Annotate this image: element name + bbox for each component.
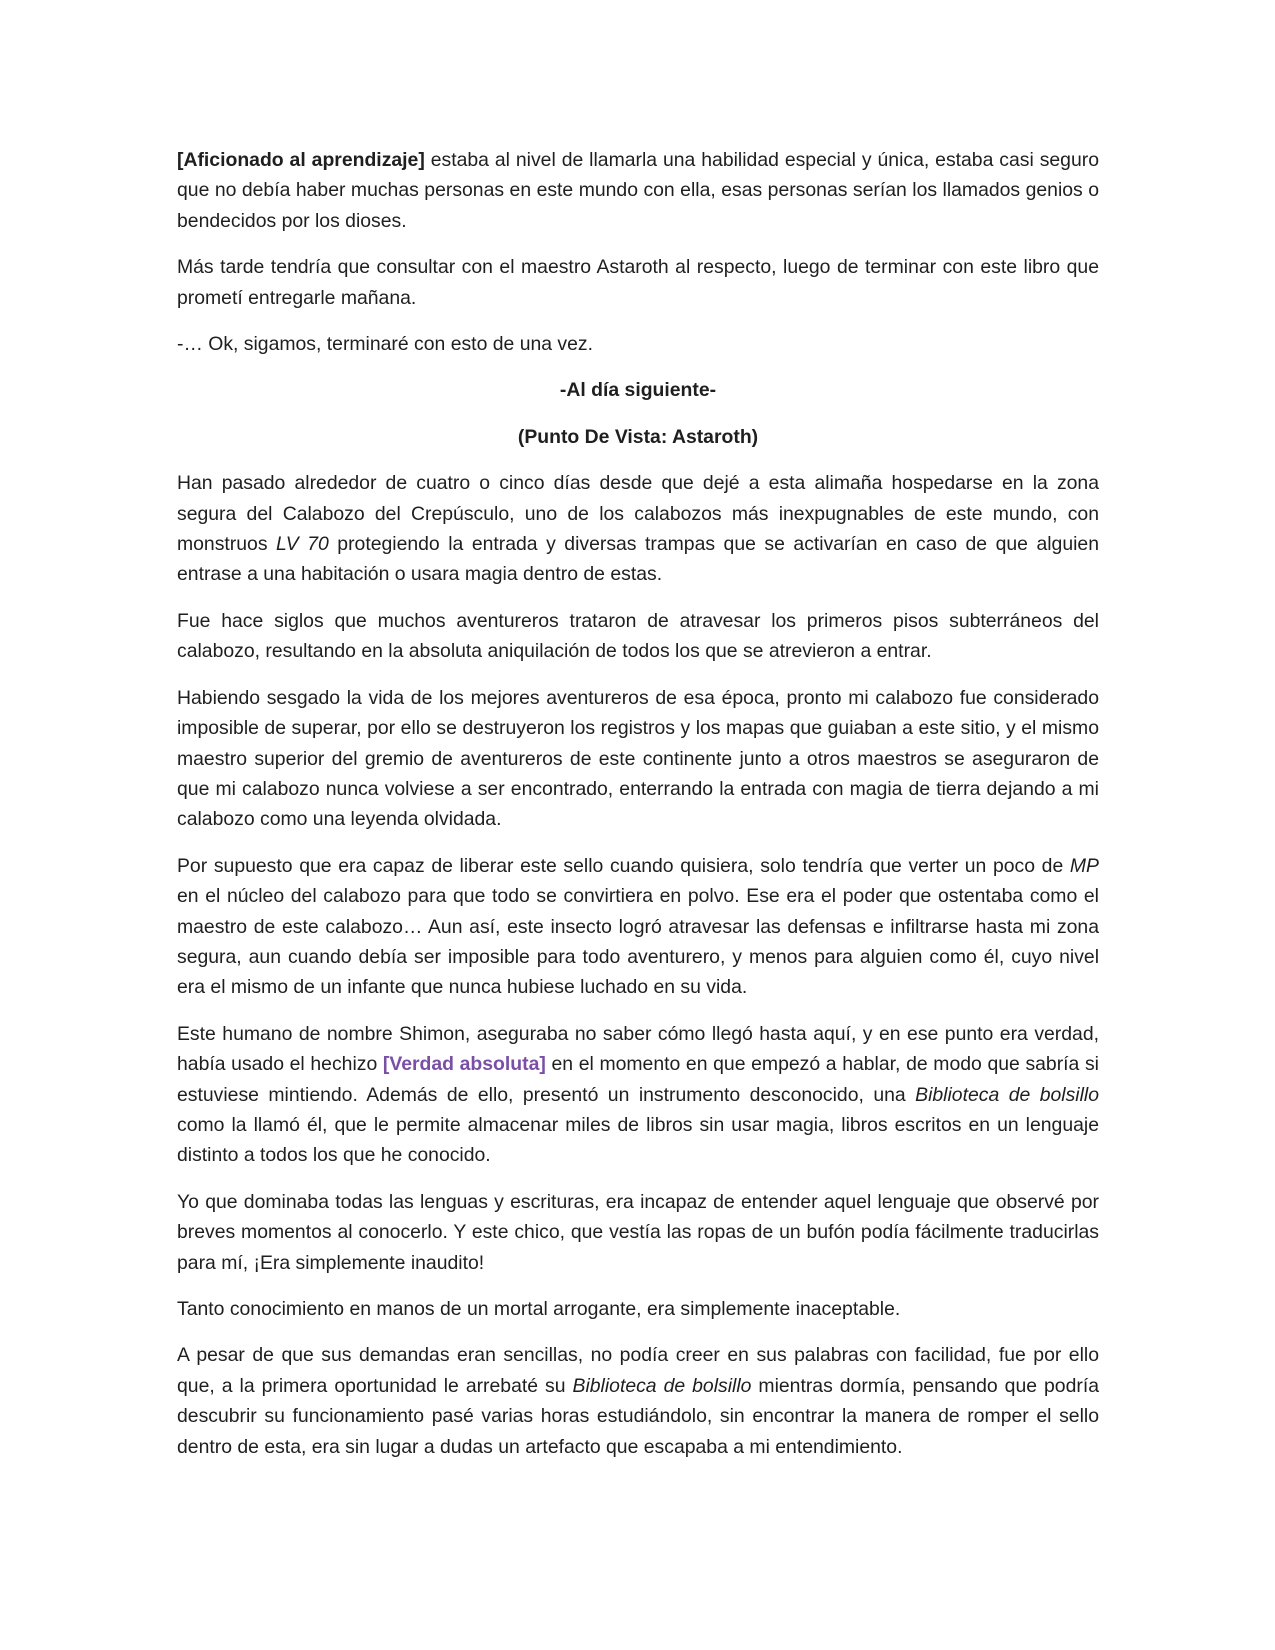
paragraph-6: Habiendo sesgado la vida de los mejores aventureros de esa época, pronto mi calabozo fue considerado imposible de superar, por ello se destruyeron los registros y los mapas que guiaban a este sitio, y el mismo maestro superior del gremio de aventureros de este continente junto a otros maestros se aseguraron de que mi calabozo nunca volviese a ser encontrado, enterrando la entrada con magia de tierra dejando a mi calabozo como una leyenda olvidada. [177,686,1099,831]
paragraph-8-text-a: Este humano de nombre Shimon, aseguraba no saber cómo llegó hasta aquí, y en ese punto era verdad, había usado el hechizo [177,1022,1099,1076]
skill-name: [Aficionado al aprendizaje] [177,149,425,171]
item-name: Biblioteca de bolsillo [915,1083,1100,1106]
paragraph-5: Fue hace siglos que muchos aventureros trataron de atravesar los primeros pisos subterráneos del calabozo, resultando en la absoluta aniquilación de todos los que se atrevieron a entrar. [177,609,1099,663]
point-of-view-heading: (Punto De Vista: Astaroth) [517,425,759,448]
paragraph-7 [177,851,1099,1003]
spell-name: [Verdad absoluta] [382,1053,546,1076]
paragraph-3: -… Ok, sigamos, terminaré con esto de una vez. [177,333,593,356]
paragraph-11 [177,1340,1099,1462]
document-body [177,145,1099,1478]
paragraph-1 [177,145,1099,236]
paragraph-8-text-b: en el momento en que empezó a hablar, de modo que sabría si estuviese mintiendo. Además de ello, presentó un instrumento desconocido, una [177,1053,1099,1106]
paragraph-8 [177,1019,1099,1171]
mp-term: MP [1069,854,1099,877]
scene-break-heading: -Al día siguiente- [559,379,717,402]
paragraph-11-text-b: mientras dormía, pensando que podría descubrir su funcionamiento pasé varias horas estudiándolo, sin encontrar la manera de romper el sello dentro de esta, era sin lugar a dudas un artefacto que escapaba a mi entendimiento. [177,1374,1100,1458]
paragraph-7-text-b: en el núcleo del calabozo para que todo se convirtiera en polvo. Ese era el poder que ostentaba como el maestro de este calabozo… Aun así, este insecto logró atravesar las defensas e infiltrarse hasta mi zona segura, aun cuando debía ser imposible para todo aventurero, y menos para alguien como él, cuyo nivel era el mismo de un infante que nunca hubiese luchado en su vida. [177,885,1099,999]
paragraph-9: Yo que dominaba todas las lenguas y escrituras, era incapaz de entender aquel lenguaje que observé por breves momentos al conocerlo. Y este chico, que vestía las ropas de un bufón podía fácilmente traducirlas para mí, ¡Era simplemente inaudito! [177,1190,1099,1274]
paragraph-4-text-b: protegiendo la entrada y diversas trampas que se activarían en caso de que alguien entrase a una habitación o usara magia dentro de estas. [177,533,1099,586]
monster-level: LV 70 [276,533,329,556]
paragraph-8-text-c: como la llamó él, que le permite almacenar miles de libros sin usar magia, libros escritos en un lenguaje distinto a todos los que he conocido. [177,1113,1099,1167]
paragraph-7-text-a: Por supuesto que era capaz de liberar este sello cuando quisiera, solo tendría que verter un poco de [177,854,1070,877]
paragraph-2: Más tarde tendría que consultar con el maestro Astaroth al respecto, luego de terminar con este libro que prometí entregarle mañana. [177,256,1099,309]
item-name: Biblioteca de bolsillo [572,1374,752,1397]
paragraph-1-text: estaba al nivel de llamarla una habilidad especial y única, estaba casi seguro que no debía haber muchas personas en este mundo con ella, esas personas serían los llamados genios o bendecidos por los dioses. [177,149,1099,232]
paragraph-4-text-a: Han pasado alrededor de cuatro o cinco días desde que dejé a esta alimaña hospedarse en la zona segura del Calabozo del Crepúsculo, uno de los calabozos más inexpugnables de este mundo, con monstruos [177,472,1099,556]
paragraph-4 [177,468,1099,590]
paragraph-11-text-a: A pesar de que sus demandas eran sencillas, no podía creer en sus palabras con facilidad, fue por ello que, a la primera oportunidad le arrebaté su [177,1344,1099,1397]
paragraph-10: Tanto conocimiento en manos de un mortal arrogante, era simplemente inaceptable. [177,1298,901,1320]
